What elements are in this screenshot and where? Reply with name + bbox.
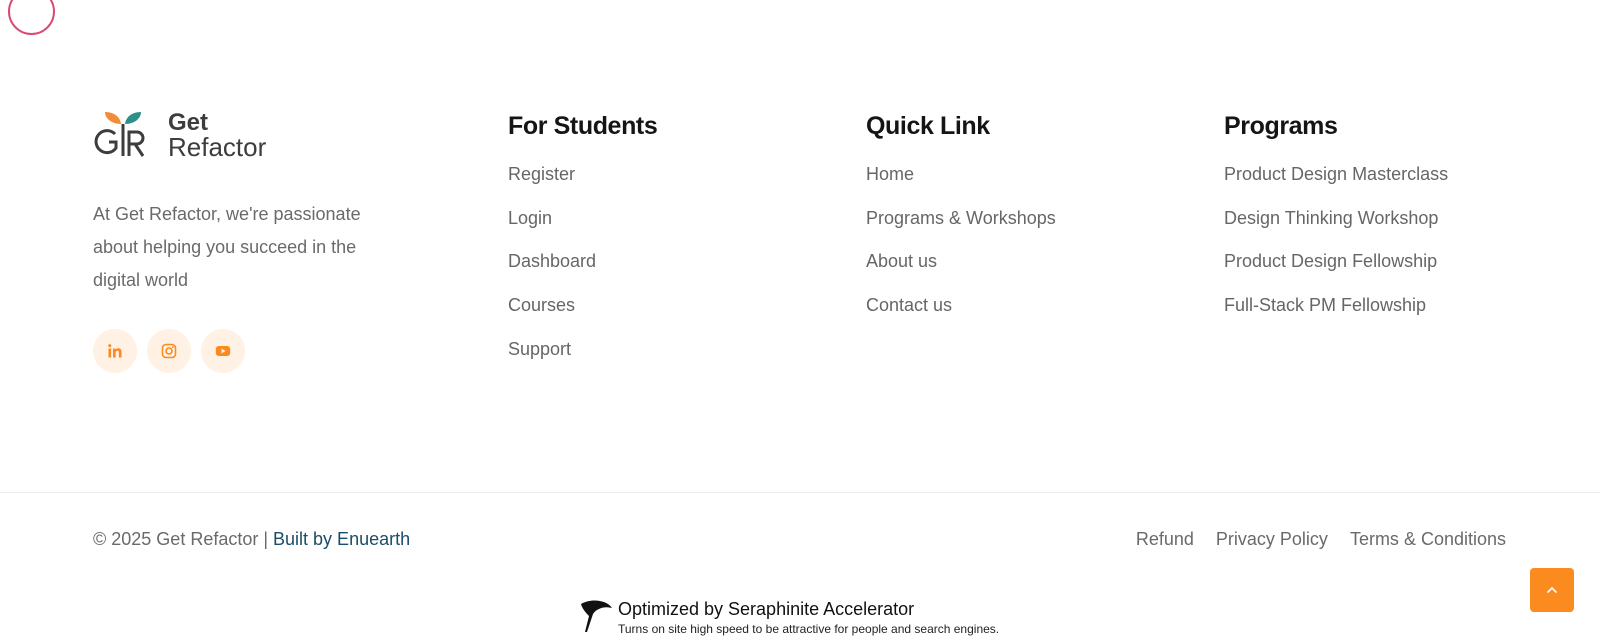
students-column xyxy=(508,108,657,380)
logo-text xyxy=(168,110,266,160)
footer-divider xyxy=(0,492,1600,493)
programs-column xyxy=(1224,108,1448,337)
list-item xyxy=(866,293,1056,317)
product-design-masterclass-link[interactable]: Product Design Masterclass xyxy=(1224,164,1449,184)
built-by-link[interactable]: Built by Enuearth xyxy=(273,529,411,549)
dashboard-link[interactable]: Dashboard xyxy=(508,251,597,272)
brand-column xyxy=(93,110,393,373)
refund-link[interactable]: Refund xyxy=(1135,529,1194,549)
programs-workshops-link[interactable]: Programs & Workshops xyxy=(866,207,1056,228)
list-item xyxy=(1224,293,1448,317)
list-item xyxy=(508,337,657,361)
seraphinite-subtitle: Turns on site high speed to be attractive for people and search engines. xyxy=(618,622,1000,636)
quick-links xyxy=(866,162,1056,317)
list-item xyxy=(866,206,1056,230)
list-item xyxy=(866,249,1056,273)
design-thinking-workshop-link[interactable]: Design Thinking Workshop xyxy=(1224,207,1439,228)
contact-us-link[interactable]: Contact us xyxy=(866,295,953,316)
linkedin-icon xyxy=(107,343,123,359)
home-link[interactable]: Home xyxy=(866,164,915,184)
login-link[interactable]: Login xyxy=(508,207,553,228)
chevron-up-icon xyxy=(1545,583,1559,597)
logo-text-line1: Get xyxy=(168,109,209,136)
scroll-to-top-button[interactable] xyxy=(1530,568,1574,612)
support-link[interactable]: Support xyxy=(508,338,572,359)
youtube-link[interactable] xyxy=(201,329,245,373)
linkedin-link[interactable] xyxy=(93,329,137,373)
list-item xyxy=(508,293,657,317)
copyright-text: © 2025 Get Refactor | xyxy=(93,529,274,549)
full-stack-pm-fellowship-link[interactable]: Full-Stack PM Fellowship xyxy=(1224,295,1427,316)
list-item xyxy=(508,206,657,230)
list-item xyxy=(1224,249,1448,273)
programs-heading: Programs xyxy=(1224,112,1338,140)
youtube-icon xyxy=(215,343,231,359)
product-design-fellowship-link[interactable]: Product Design Fellowship xyxy=(1224,251,1438,272)
logo-text-line2: Refactor xyxy=(168,132,267,162)
copyright xyxy=(93,529,410,550)
list-item xyxy=(866,162,1056,186)
quick-link-heading: Quick Link xyxy=(866,112,990,140)
quick-link-column xyxy=(866,108,1056,337)
seraphinite-badge[interactable] xyxy=(579,598,999,636)
seraphinite-text xyxy=(618,598,999,636)
seraphinite-logo-icon xyxy=(579,598,613,634)
social-links xyxy=(93,329,393,373)
privacy-policy-link[interactable]: Privacy Policy xyxy=(1215,529,1328,549)
programs-links xyxy=(1224,162,1448,317)
brand-description: At Get Refactor, we're passionate about helping you succeed in the digital world xyxy=(93,204,361,290)
list-item xyxy=(1224,206,1448,230)
logo-mark-icon xyxy=(93,110,153,160)
instagram-link[interactable] xyxy=(147,329,191,373)
seraphinite-title: Optimized by Seraphinite Accelerator xyxy=(618,599,915,619)
courses-link[interactable]: Courses xyxy=(508,295,576,316)
students-heading: For Students xyxy=(508,112,658,140)
instagram-icon xyxy=(161,343,177,359)
logo[interactable] xyxy=(93,110,393,160)
students-links xyxy=(508,162,657,361)
list-item xyxy=(1224,162,1448,186)
list-item xyxy=(508,162,657,186)
about-us-link[interactable]: About us xyxy=(866,251,938,272)
legal-links xyxy=(1136,529,1506,550)
list-item xyxy=(508,249,657,273)
register-link[interactable]: Register xyxy=(508,164,576,184)
terms-conditions-link[interactable]: Terms & Conditions xyxy=(1349,529,1506,549)
